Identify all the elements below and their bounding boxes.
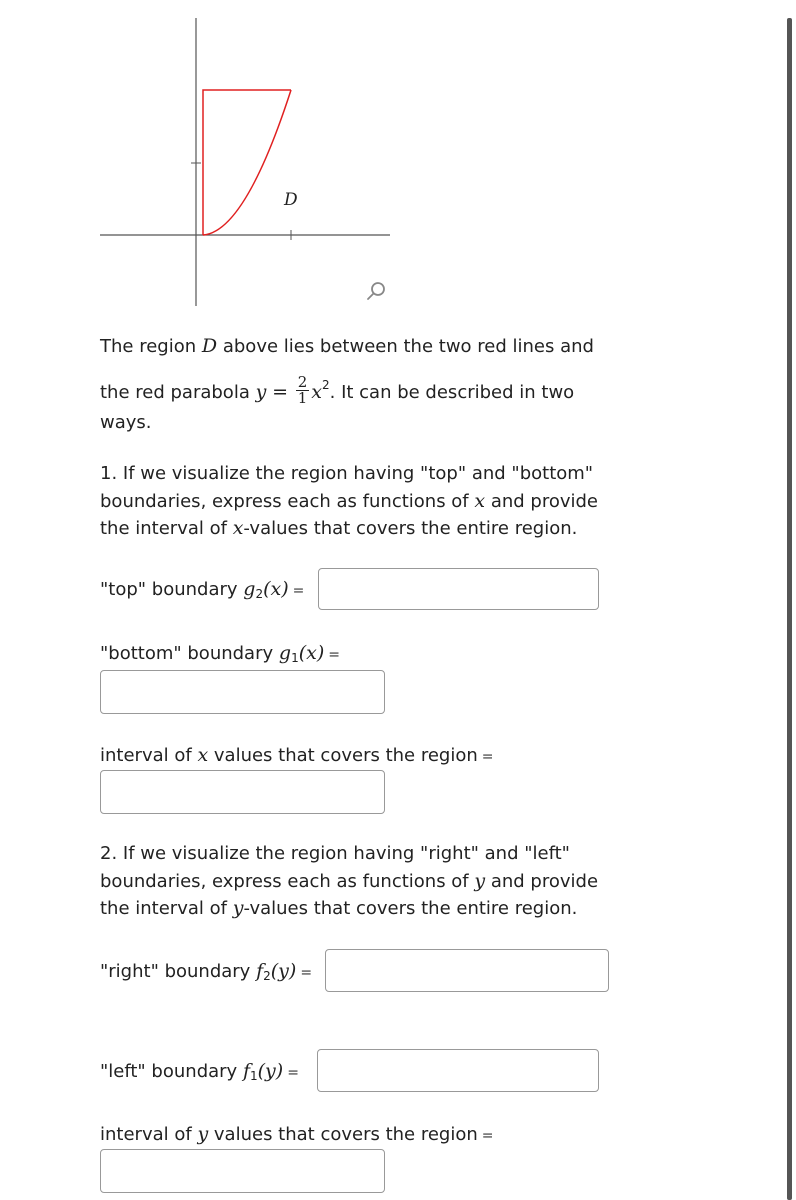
part1-line-1: 1. If we visualize the region having "top" and "bottom"	[100, 463, 594, 484]
part1-line-2: boundaries, express each as functions of x and provide	[100, 490, 599, 512]
right-boundary-label: "right" boundary $f_2(y)$ =	[100, 960, 313, 983]
region-graph	[90, 10, 400, 310]
top-boundary-label: "top" boundary $g_2(x)$ =	[100, 578, 305, 601]
bottom-boundary-input[interactable]	[100, 670, 385, 714]
intro-line-2: the red parabola y = $\frac{2}{1}$ $x^2$. It can be described in two	[100, 372, 575, 407]
fraction: $\frac{2}{1}$	[297, 372, 308, 407]
top-boundary-input[interactable]	[318, 568, 599, 610]
region-left-and-top-lines	[203, 90, 291, 235]
region-parabola	[203, 90, 291, 235]
right-boundary-input[interactable]	[325, 949, 609, 992]
left-boundary-label: "left" boundary $f_1(y)$ =	[100, 1060, 299, 1083]
part2-line-3: the interval of y-values that covers the entire region.	[100, 897, 578, 919]
intro-line-1: The region D above lies between the two red lines and	[100, 335, 594, 357]
intro-line-3: ways.	[100, 412, 152, 433]
part1-line-3: the interval of x-values that covers the entire region.	[100, 517, 578, 539]
region-label: D	[284, 190, 298, 210]
x-interval-label: interval of x values that covers the region =	[100, 744, 494, 766]
bottom-boundary-label: "bottom" boundary $g_1(x)$ =	[100, 642, 340, 665]
y-interval-input[interactable]	[100, 1149, 385, 1193]
part2-line-1: 2. If we visualize the region having "right" and "left"	[100, 843, 570, 864]
x-interval-input[interactable]	[100, 770, 385, 814]
part2-line-2: boundaries, express each as functions of y and provide	[100, 870, 599, 892]
left-boundary-input[interactable]	[317, 1049, 599, 1092]
y-interval-label: interval of y values that covers the region =	[100, 1123, 494, 1145]
magnify-icon[interactable]	[365, 280, 389, 304]
scrollbar[interactable]	[787, 18, 792, 1200]
